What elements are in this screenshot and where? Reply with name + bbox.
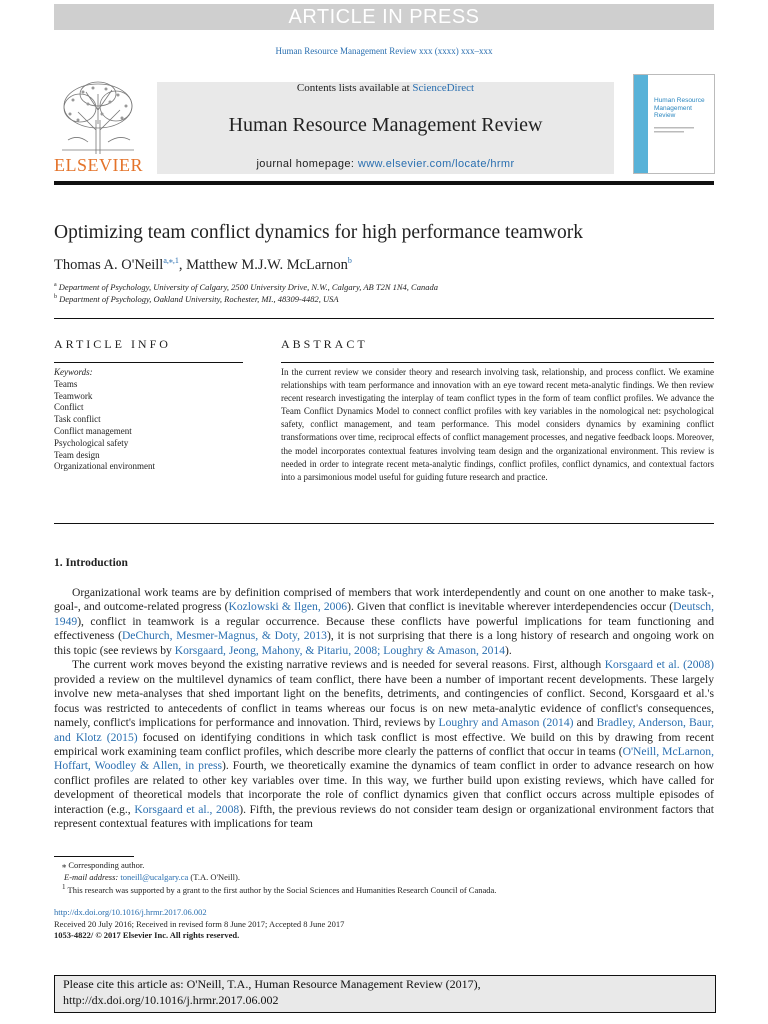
- cover-decoration: [654, 127, 708, 138]
- homepage-prefix: journal homepage:: [256, 158, 358, 170]
- elsevier-wordmark: ELSEVIER: [54, 155, 143, 175]
- doi-link[interactable]: http://dx.doi.org/10.1016/j.hrmr.2017.06.002: [54, 907, 207, 917]
- keyword: Team design: [54, 449, 100, 460]
- body-text: [54, 586, 714, 832]
- footnote-marker: ⁎: [62, 860, 67, 870]
- text-run: ).: [505, 643, 512, 657]
- text-run: Organizational work teams are by definition comprised of members that work interdependently and count on one another to make task-, goal-, and outcome-related progress (: [54, 586, 714, 614]
- publication-dates: Received 20 July 2016; Received in revised form 8 June 2017; Accepted 8 June 2017: [54, 918, 345, 929]
- citation-link[interactable]: Kozlowski & Ilgen, 2006: [228, 600, 348, 614]
- affiliation-marker: a: [54, 282, 57, 289]
- elsevier-logo[interactable]: [54, 80, 142, 176]
- keyword: Psychological safety: [54, 437, 129, 448]
- citation-link[interactable]: O'Neill, McLarnon, Hoffart, Woodley & Allen, in press: [54, 744, 714, 773]
- author-name: Thomas A. O'Neill: [54, 256, 164, 273]
- abstract-rule: [281, 362, 714, 363]
- affiliation-text: Department of Psychology, Oakland University, Rochester, MI., 48309-4482, USA: [59, 294, 339, 304]
- abstract-text: In the current review we consider theory and research involving task, relationship, and process conflict. We examine relationships with team performance and innovation with an eye toward recent meta-analytic findings. We then review recent research investigating the interplay of team conflict types in the form of team conflict profiles. We advance the Team Conflict Dynamics Model to connect conflict profiles with key variables in the nomological net: psychological safety, conflict management, and team performance. This model considers dynamics by examining conflict transformations over time, reciprocal effects of conflict management processes, and negative feedback loops. Moreover, the model incorporates contextual features involving team design and the organizational environment. This review is needed in order to integrate recent meta-analytic findings, conflict profiles, conflict dynamics, and contextual factors into a parsimonious model useful for guiding future research and practice.: [281, 367, 714, 482]
- citation-link[interactable]: Deutsch, 1949: [54, 600, 714, 628]
- contents-prefix: Contents lists available at: [296, 82, 413, 94]
- text-run: ), it is not surprising that there is a long history of research and ongoing work on this topic (see reviews by: [54, 629, 715, 657]
- text-run: ). Given that conflict is inevitable wherever interdependencies occur (: [347, 600, 674, 614]
- keywords-list: [54, 367, 155, 473]
- citation-text: Please cite this article as: O'Neill, T.A., Human Resource Management Review (2017),: [63, 977, 481, 991]
- author-affiliation-marks[interactable]: b: [347, 256, 352, 265]
- author-separator: ,: [178, 256, 187, 273]
- header-rule: [54, 181, 714, 185]
- author-name: Matthew M.J.W. McLarnon: [186, 256, 348, 273]
- abstract-heading: ABSTRACT: [281, 337, 368, 351]
- email-suffix: (T.A. O'Neill).: [188, 872, 240, 882]
- text-run: The current work moves beyond the existing narrative reviews and is needed for several reasons. First, although: [72, 658, 605, 672]
- footnote-funding: [62, 883, 496, 895]
- keyword: Conflict management: [54, 425, 132, 436]
- journal-masthead: [157, 82, 614, 174]
- affiliation-marker: b: [54, 294, 57, 301]
- citation-link[interactable]: Korsgaard, Jeong, Mahony, & Pitariu, 2008; Loughry & Amason, 2014: [174, 643, 506, 657]
- article-info-rule: [54, 362, 243, 363]
- footnote-text: Corresponding author.: [68, 860, 145, 870]
- journal-title: Human Resource Management Review: [228, 114, 543, 136]
- affiliation-a: [54, 282, 438, 292]
- citation-doi[interactable]: http://dx.doi.org/10.1016/j.hrmr.2017.06.002: [63, 992, 279, 1007]
- article-info-heading: ARTICLE INFO: [54, 337, 171, 351]
- section-heading-introduction: 1. Introduction: [54, 557, 128, 569]
- citation-link[interactable]: Bradley, Anderson, Baur, and Klotz (2015): [54, 716, 715, 744]
- paragraph: [54, 586, 714, 658]
- citation-link[interactable]: Loughry and Amason (2014): [438, 716, 574, 730]
- footnote-email: [64, 872, 240, 882]
- keyword: Conflict: [54, 402, 84, 413]
- footnote-corresponding: [62, 860, 144, 871]
- citation-link[interactable]: Korsgaard et al., 2008: [134, 802, 240, 816]
- footnote-rule: [54, 856, 134, 857]
- copyright-line: 1053-4822/ © 2017 Elsevier Inc. All rights reserved.: [54, 930, 240, 940]
- cover-strip: [634, 75, 648, 173]
- article-in-press-banner: ARTICLE IN PRESS: [54, 4, 714, 30]
- journal-reference-link[interactable]: Human Resource Management Review xxx (xxxx) xxx–xxx: [275, 46, 493, 56]
- paragraph: [54, 658, 714, 831]
- author-affiliation-marks[interactable]: a,⁎,1: [163, 256, 179, 265]
- journal-homepage: [157, 158, 614, 170]
- keyword: Organizational environment: [54, 461, 156, 472]
- contents-line: [157, 82, 614, 94]
- elsevier-tree-icon: [58, 80, 138, 154]
- journal-cover-thumbnail[interactable]: [633, 74, 715, 174]
- text-run: focused on identifying conditions in which task conflict is most effective. We build on this by drawing from recent empirical work examining team conflict profiles, which describe more clearly the patterns of conflict that occur in teams (: [54, 730, 714, 758]
- text-run: provided a review on the multilevel dynamics of team conflict, there have been a number of important recent developments. These largely involve new meta-analyses that shed important light on the benefits, detriments, and contingencies of conflict. Second, Korsgaard et al.'s focus was restricted to antecedents of conflict in teams whereas our focus is on new meta-analytic evidence of conflict's consequences, namely, conflict's implications for performance and innovation. Third, reviews by: [54, 672, 714, 730]
- footnote-text: This research was supported by a grant to the first author by the Social Sciences and Humanities Research Council of Canada.: [67, 884, 497, 895]
- affiliation-b: [54, 294, 339, 304]
- email-link[interactable]: toneill@ucalgary.ca: [120, 872, 189, 882]
- footnote-marker: 1: [62, 883, 66, 891]
- text-run: and: [573, 716, 597, 730]
- sciencedirect-link[interactable]: ScienceDirect: [412, 82, 475, 94]
- homepage-link[interactable]: www.elsevier.com/locate/hrmr: [357, 158, 515, 170]
- text-run: ), conflict in teamwork is a regular occurrence. Because these conflicts have powerful implications for team functioning and effectiveness (: [54, 614, 714, 643]
- article-title: Optimizing team conflict dynamics for high performance teamwork: [54, 222, 584, 243]
- text-run: ). Fourth, we theoretically examine the dynamics of team conflict in order to advance research on how conflict profiles are related to other key variables over time. In this way, we further build upon existing reviews, which have called for development of theoretical models that incorporate the role of conflict dynamics given that conflict occurs across multiple episodes of interaction (e.g.,: [54, 759, 714, 816]
- keywords-label: Keywords:: [54, 367, 93, 377]
- section-rule: [54, 523, 714, 524]
- email-label: E-mail address:: [64, 872, 121, 882]
- author-list: [54, 256, 352, 274]
- section-rule: [54, 318, 714, 319]
- cover-title: Human Resource Management Review: [654, 97, 705, 119]
- keyword: Task conflict: [54, 414, 101, 425]
- keyword: Teams: [54, 378, 78, 389]
- keyword: Teamwork: [54, 390, 93, 401]
- citation-link[interactable]: DeChurch, Mesmer-Magnus, & Doty, 2013: [121, 629, 327, 643]
- text-run: ). Fifth, the previous reviews do not consider team design or organizational environment factors that represent contextual features with implications for team: [54, 802, 715, 831]
- publication-info: [54, 907, 344, 942]
- citation-link[interactable]: Korsgaard et al. (2008): [604, 658, 715, 672]
- citation-box: [54, 975, 716, 1013]
- affiliation-text: Department of Psychology, University of Calgary, 2500 University Drive, N.W., Calgary, AB T2N 1N4, Canada: [58, 282, 438, 292]
